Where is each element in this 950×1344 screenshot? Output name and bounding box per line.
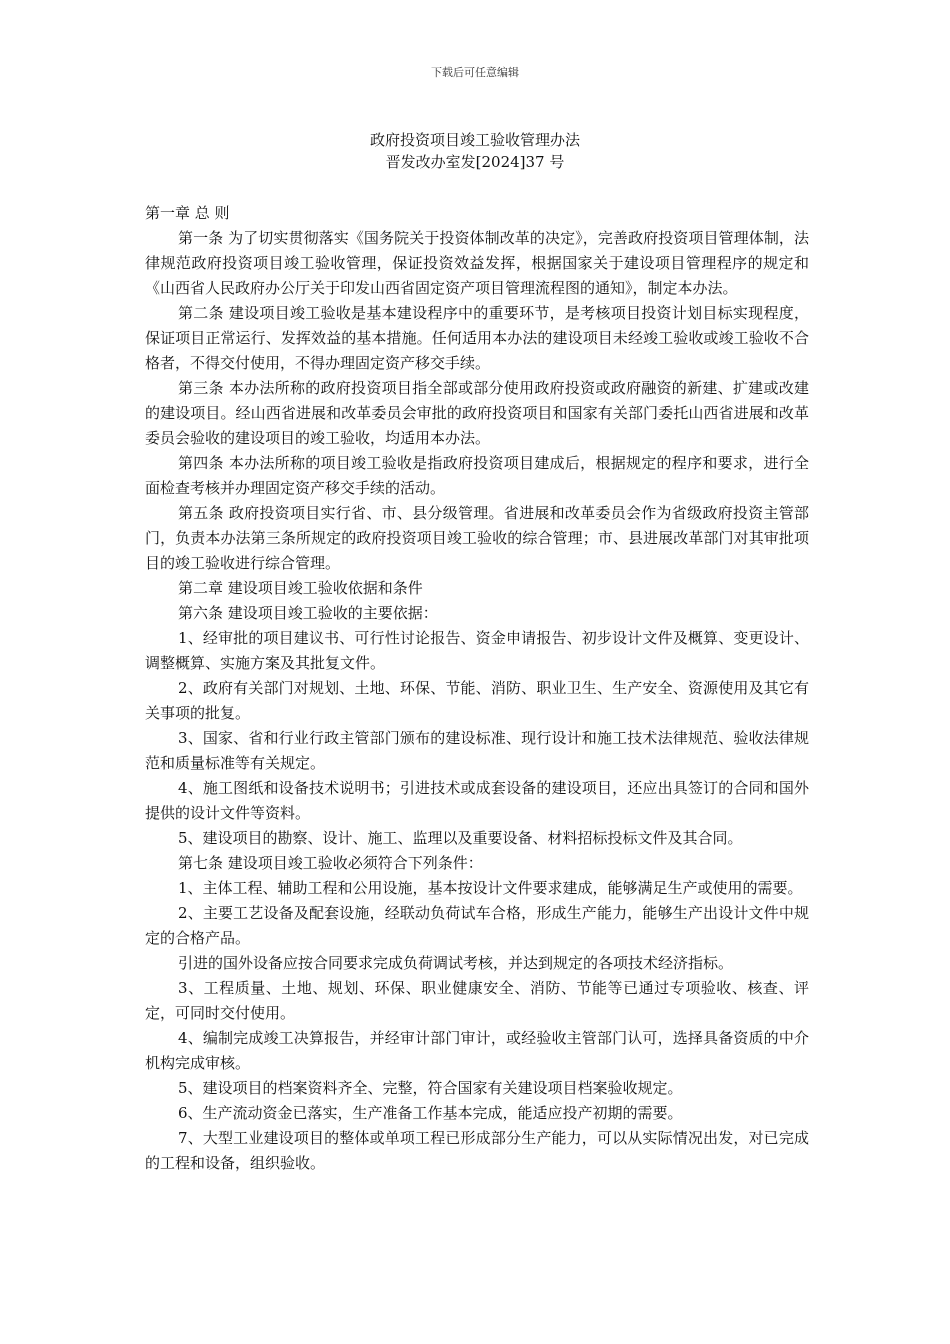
list-item: 3、国家、省和行业行政主管部门颁布的建设标准、现行设计和施工技术法律规范、验收法律规范和质量标准等有关规定。 [145, 729, 809, 772]
article-paragraph: 第二条 建设项目竣工验收是基本建设程序中的重要环节，是考核项目投资计划目标实现程度，保证项目正常运行、发挥效益的基本措施。任何适用本办法的建设项目未经竣工验收或竣工验收不合格者，不得交付使用，不得办理固定资产移交手续。 [145, 304, 809, 372]
list-item: 引进的国外设备应按合同要求完成负荷调试考核，并达到规定的各项技术经济指标。 [178, 954, 734, 972]
list-item: 1、经审批的项目建议书、可行性讨论报告、资金申请报告、初步设计文件及概算、变更设计、调整概算、实施方案及其批复文件。 [145, 629, 809, 672]
article-paragraph: 第一条 为了切实贯彻落实《国务院关于投资体制改革的决定》，完善政府投资项目管理体制，法律规范政府投资项目竣工验收管理，保证投资效益发挥，根据国家关于建设项目管理程序的规定和《山西省人民政府办公厅关于印发山西省固定资产项目管理流程图的通知》，制定本办法。 [145, 229, 809, 297]
list-item: 7、大型工业建设项目的整体或单项工程已形成部分生产能力，可以从实际情况出发，对已完成的工程和设备，组织验收。 [145, 1129, 809, 1172]
article-paragraph: 第六条 建设项目竣工验收的主要依据： [178, 604, 438, 622]
document-body [145, 201, 809, 1176]
article-paragraph: 第四条 本办法所称的项目竣工验收是指政府投资项目建成后，根据规定的程序和要求，进行全面检查考核并办理固定资产移交手续的活动。 [145, 454, 809, 497]
list-item: 2、主要工艺设备及配套设施，经联动负荷试车合格，形成生产能力，能够生产出设计文件中规定的合格产品。 [145, 904, 809, 947]
list-item: 6、生产流动资金已落实，生产准备工作基本完成，能适应投产初期的需要。 [178, 1104, 683, 1122]
list-item: 4、编制完成竣工决算报告，并经审计部门审计，或经验收主管部门认可，选择具备资质的中介机构完成审核。 [145, 1029, 809, 1072]
document-title: 政府投资项目竣工验收管理办法 [369, 131, 580, 149]
article-paragraph: 第三条 本办法所称的政府投资项目指全部或部分使用政府投资或政府融资的新建、扩建或改建的建设项目。经山西省进展和改革委员会审批的政府投资项目和国家有关部门委托山西省进展和改革委员会验收的建设项目的竣工验收，均适用本办法。 [145, 379, 809, 447]
list-item: 3、工程质量、土地、规划、环保、职业健康安全、消防、节能等已通过专项验收、核查、评定，可同时交付使用。 [145, 979, 809, 1022]
article-paragraph: 第七条 建设项目竣工验收必须符合下列条件： [178, 854, 483, 872]
list-item: 2、政府有关部门对规划、土地、环保、节能、消防、职业卫生、生产安全、资源使用及其它有关事项的批复。 [145, 679, 809, 722]
document-number: 晋发改办室发[2024]37 号 [385, 153, 565, 171]
chapter-heading: 第一章 总 则 [145, 204, 230, 222]
article-paragraph: 第五条 政府投资项目实行省、市、县分级管理。省进展和改革委员会作为省级政府投资主管部门，负责本办法第三条所规定的政府投资项目竣工验收的综合管理；市、县进展改革部门对其审批项目的竣工验收进行综合管理。 [145, 504, 809, 572]
list-item: 1、主体工程、辅助工程和公用设施，基本按设计文件要求建成，能够满足生产或使用的需要。 [178, 879, 803, 897]
page-header-note: 下载后可任意编辑 [431, 66, 519, 79]
list-item: 5、建设项目的档案资料齐全、完整，符合国家有关建设项目档案验收规定。 [178, 1079, 683, 1097]
list-item: 5、建设项目的勘察、设计、施工、监理以及重要设备、材料招标投标文件及其合同。 [178, 829, 743, 847]
list-item: 4、施工图纸和设备技术说明书；引进技术或成套设备的建设项目，还应出具签订的合同和国外提供的设计文件等资料。 [145, 779, 809, 822]
chapter-heading: 第二章 建设项目竣工验收依据和条件 [178, 579, 423, 597]
